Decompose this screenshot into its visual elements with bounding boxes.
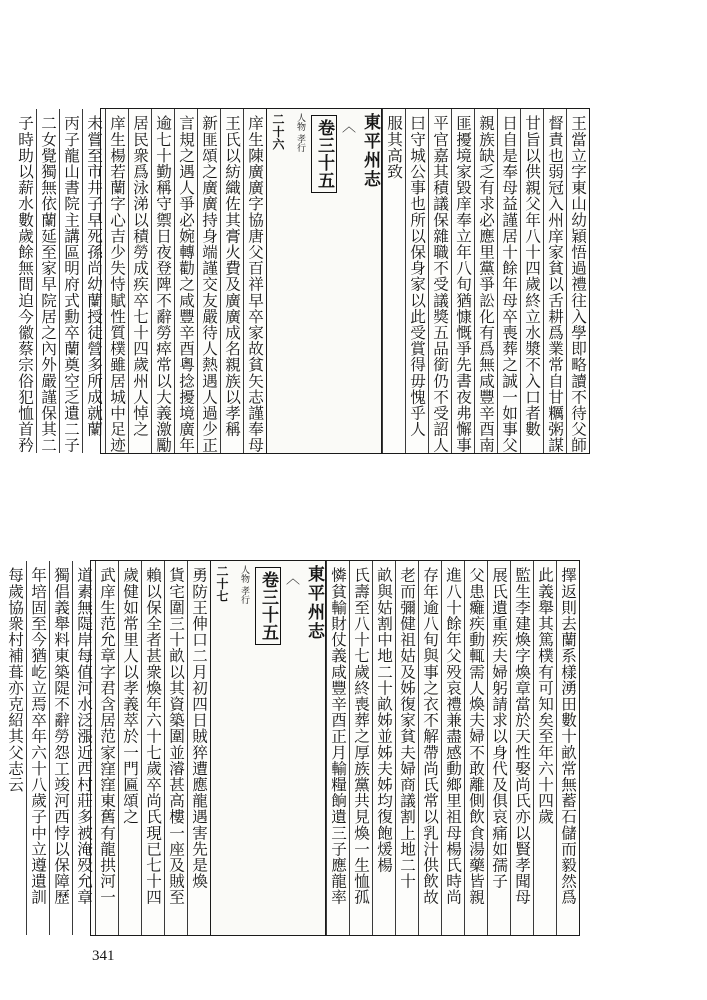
section-label: 人物 孝行 [239, 565, 249, 604]
text-column: 武庠生范允章字君含居范家窪窪東舊有龍拱河一 [95, 561, 118, 935]
text-column: 憐貧輸財仗義咸豐辛酉正月輸糧餉遺三子應龍率 [326, 561, 349, 935]
page-number: 341 [92, 948, 115, 964]
gutter-page-number: 二十七 [215, 565, 229, 603]
section-label: 人物 孝行 [295, 113, 305, 152]
gutter-title: 東平州志 [360, 113, 380, 189]
text-column: 新匪頌之廣廣持身端謹交友嚴待人熱遇人過少正 [197, 109, 220, 453]
text-column: 甘旨以供親父年八十四歲終立水漿不入口者數 [520, 109, 543, 453]
text-column: 年培固至今猶屹立焉卒年六十八歲子中立遵遺訓 [26, 561, 49, 935]
gutter-title: 東平州志 [304, 565, 324, 641]
text-column: 庠生陳廣廣字協唐父百祥早卒家故貧矢志謹奉母 [243, 109, 266, 453]
top-text-block [16, 108, 590, 454]
text-column: 王當立字東山幼穎悟過禮往入學即略讀不待父師 [566, 109, 589, 453]
text-column: 獨倡義舉料東築隄不辭勞怨工竣河西悖以保障歷 [49, 561, 72, 935]
text-column: 二女覺獨無依蘭延至家早院居之內外嚴謹保其二 [36, 109, 59, 453]
text-column: 日自是奉母益謹居十餘年母卒喪葬之誠一如事父 [497, 109, 520, 453]
text-column: 居民衆爲泳涕以積勞成疾卒七十四歲州人悼之 [128, 109, 151, 453]
text-column: 存年逾八旬與事之衣不解帶尚氏常以乳汁供飲故 [418, 561, 441, 935]
page-gutter [266, 109, 382, 453]
fish-tail-mark: 〈 [340, 119, 356, 134]
text-column: 貨宅圍三十畝以其資築圍並濬甚高樓一座及賊至 [164, 561, 187, 935]
top-columns [16, 109, 589, 454]
text-column: 監生李建煥字煥章當於天性娶尚氏亦以賢孝聞母 [510, 561, 533, 935]
text-column: 賴以保全者甚衆煥年六十七歲卒尚氏現已七十四 [141, 561, 164, 935]
bottom-columns [6, 561, 579, 935]
text-column: 子時助以薪水數歲餘無間迫今徽蔡宗俗犯恤首矜 [16, 115, 34, 454]
text-column: 言規之遇人爭必婉轉勸之咸豐辛酉粵捻擾境廣年 [174, 109, 197, 453]
text-column: 此義舉其篤樸有可知矣至年六十四歲 [533, 561, 556, 935]
text-column: 氏壽至八十七歲終喪葬之厚族黨共見煥一生恤孤 [349, 561, 372, 935]
fish-tail-mark: 〈 [284, 571, 300, 586]
text-column: 老而彌健祖姑及姊復家貧夫婦商議割上地二十 [395, 561, 418, 935]
text-column: 進八十餘年父殁哀禮兼盡感動鄉里祖母楊氏時尚 [441, 561, 464, 935]
text-column: 曰守城公事也所以保身家以此受賞得毋愧乎人 [405, 109, 428, 453]
text-column: 歲健如常里人以孝義萃於一門匾頌之 [118, 561, 141, 935]
gutter-page-number: 二十六 [271, 113, 285, 151]
text-column: 展氏遺重疾夫婦躬請求以身代及俱哀痛如孺子 [487, 561, 510, 935]
bottom-text-block [6, 560, 580, 936]
text-column: 未嘗至市井子早死孫尚幼蘭授徒營多所成就蘭 [82, 109, 105, 453]
text-column: 逾七十勤稱守禦日夜登陴不辭勞瘁常以大義激勵 [151, 109, 174, 453]
text-column: 勇防王伸口二月初四日賊猝遭應龍遇害先是煥 [187, 561, 210, 935]
text-column: 擇返則去蘭系樣湧田數十畝常無蓄石儲而毅然爲 [556, 561, 579, 935]
text-column: 督責也弱冠入州庠家貧以舌耕爲業常自甘糲粥謀 [543, 109, 566, 453]
text-column: 王氏以紡織佐其膏火費及廣廣成名親族以孝稱 [220, 109, 243, 453]
text-column: 平官嘉其積議保雜職不受議獎五品銜仍不受詔人 [428, 109, 451, 453]
text-column: 親族缺乏有求必應里黨爭訟化有爲無咸豐辛酉南 [474, 109, 497, 453]
text-column: 畝與姑割中地二十畝姊並姊夫姊均復飽煖楊 [372, 561, 395, 935]
text-column: 每歲協衆村補葺亦克紹其父志云 [6, 567, 24, 793]
text-column: 道素無隄岸每值河水泛漲近西村莊多被淹殁允章 [72, 561, 95, 935]
juan-label: 卷三十五 [255, 567, 281, 645]
text-column: 服其高致 [382, 109, 405, 453]
page-gutter [210, 561, 326, 935]
juan-label: 卷三十五 [311, 115, 337, 193]
text-column: 父患癱疾動輒需人煥夫婦不敢離側飲食湯藥皆親 [464, 561, 487, 935]
text-column: 匪擾境家毀庠奉立年八旬猶慷慨爭先書夜弗懈事 [451, 109, 474, 453]
text-column: 丙子龍山書院主講區明府式勳卒蘭奠空乏遺二子 [59, 109, 82, 453]
text-column: 庠生楊若蘭字心吉少失恃賦性質樸雖居城中足迹 [105, 109, 128, 453]
